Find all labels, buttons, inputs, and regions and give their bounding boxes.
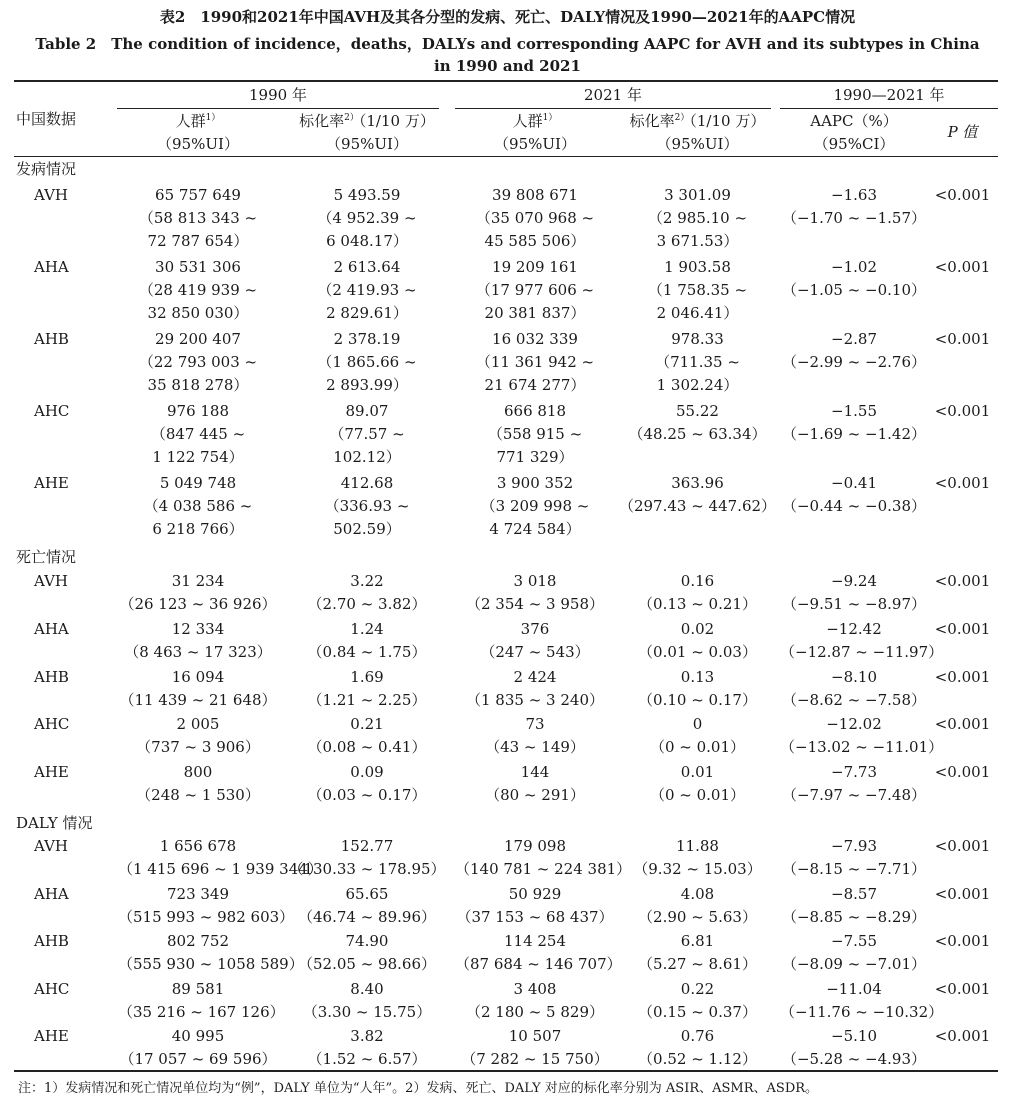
table-cell: （22 793 003 ~ [138,353,258,371]
table-cell: （1 758.35 ~ [647,281,748,299]
table-cell: 3 301.09 [664,186,731,204]
table-cell: 723 349 [166,885,230,903]
row-label: AHC [34,980,70,998]
table-cell: 31 234 [171,572,225,590]
table-cell: （−8.15 ~ −7.71） [781,860,927,878]
p-value-cell: <0.001 [934,763,991,781]
table-cell: （48.25 ~ 63.34） [628,425,767,443]
table-cell: （7 282 ~ 15 750） [461,1050,609,1068]
table-cell: 978.33 [671,330,724,348]
table-cell: 102.12） [333,448,401,466]
p-value-cell: <0.001 [934,715,991,733]
row-label: AVH [34,572,68,590]
table-cell: （2 419.93 ~ [317,281,417,299]
col-header-rate-1990: 标化率$^{2)}$（1/10 万） [299,112,435,130]
table-cell: −11.04 [826,980,882,998]
table-cell: （4 952.39 ~ [317,209,417,227]
table-cell: 2 005 [176,715,220,733]
table-cell: （247 ~ 543） [480,643,590,661]
table-cell: （−9.51 ~ −8.97） [781,595,927,613]
table-cell: 976 188 [166,402,230,420]
table-cell: 16 032 339 [492,330,578,348]
table-cell: 2 378.19 [333,330,401,348]
table-cell: 4 724 584） [489,520,581,538]
table-cell: 30 531 306 [155,258,241,276]
table-cell: 363.96 [671,474,724,492]
table-cell: 50 929 [508,885,562,903]
p-value-cell: <0.001 [934,620,991,638]
table-title-en: Table 2 The condition of incidence，deaths，DALYs and corresponding AAPC for AVH and its subtypes in China [35,35,980,53]
table-cell: 2 424 [513,668,557,686]
table-cell: （37 153 ~ 68 437） [456,908,614,926]
table-cell: （−7.97 ~ −7.48） [781,786,927,804]
col-header-rate-2021: 标化率$^{2)}$（1/10 万） [629,112,766,130]
table-cell: （28 419 939 ~ [138,281,258,299]
table-cell: 74.90 [345,932,389,950]
table-cell: （1 835 ~ 3 240） [466,691,604,709]
table-cell: 3 900 352 [496,474,574,492]
table-cell: （11 439 ~ 21 648） [119,691,277,709]
table-cell: （297.43 ~ 447.62） [618,497,777,515]
table-cell: 45 585 506） [484,232,586,250]
table-cell: 1 656 678 [159,837,237,855]
table-title-cn: 表2 1990和2021年中国AVH及其各分型的发病、死亡、DALY情况及1990—2021年的AAPC情况 [159,8,856,26]
col-header-ci: （95%CI） [813,135,895,153]
table-cell: （−0.44 ~ −0.38） [781,497,927,515]
table-cell: 8.40 [350,980,384,998]
table-cell: （1 415 696 ~ 1 939 344） [118,860,323,878]
table-cell: −7.93 [831,837,877,855]
table-cell: 802 752 [166,932,230,950]
row-label-header: 中国数据 [16,110,77,128]
table-cell: 3 408 [513,980,557,998]
table-cell: −8.57 [831,885,877,903]
table-cell: （0.10 ~ 0.17） [638,691,757,709]
table-cell: （26 123 ~ 36 926） [119,595,277,613]
table-cell: （35 070 968 ~ [475,209,595,227]
table-cell: 65.65 [345,885,389,903]
table-cell: 0.13 [680,668,715,686]
table-cell: 1.69 [350,668,384,686]
row-label: AHA [34,620,69,638]
table-cell: （847 445 ~ [150,425,246,443]
table-cell: 502.59） [333,520,401,538]
table-cell: −1.55 [831,402,877,420]
table-cell: 144 [520,763,550,781]
table-cell: 1.24 [350,620,384,638]
table-cell: （−8.85 ~ −8.29） [781,908,927,926]
table-cell: −7.73 [831,763,877,781]
table-cell: （−1.05 ~ −0.10） [781,281,927,299]
table-title-en-line2: in 1990 and 2021 [434,57,581,75]
section-title: 死亡情况 [16,548,77,566]
table-cell: （0.84 ~ 1.75） [307,643,427,661]
table-cell: 16 094 [171,668,225,686]
table-cell: （3 209 998 ~ [480,497,590,515]
p-value-cell: <0.001 [934,668,991,686]
table-cell: （558 915 ~ [487,425,583,443]
p-value-cell: <0.001 [934,186,991,204]
table-cell: −7.55 [831,932,877,950]
col-header-p: P 值 [947,123,978,141]
p-value-cell: <0.001 [934,402,991,420]
table-cell: （2 354 ~ 3 958） [466,595,604,613]
table-cell: （0.15 ~ 0.37） [638,1003,757,1021]
table-cell: （336.93 ~ [324,497,410,515]
group-header-trend: 1990—2021 年 [833,86,945,104]
table-cell: （17 977 606 ~ [475,281,595,299]
table-cell: 0.22 [680,980,715,998]
table-cell: 19 209 161 [492,258,578,276]
col-header-aapc: AAPC（%） [810,112,898,130]
table-cell: 72 787 654） [147,232,249,250]
table-cell: （737 ~ 3 906） [136,738,260,756]
table-cell: 376 [520,620,550,638]
table-cell: （46.74 ~ 89.96） [298,908,436,926]
table-cell: 39 808 671 [492,186,578,204]
header-bottom-rule [14,156,998,157]
table-cell: 0 [692,715,703,733]
table-cell: 0.02 [680,620,715,638]
row-label: AHE [34,474,69,492]
col-header-ui-1990b: （95%UI） [326,135,408,153]
table-cell: （−13.02 ~ −11.01） [780,738,944,756]
row-label: AHE [34,1027,69,1045]
p-value-cell: <0.001 [934,837,991,855]
table-cell: （0.08 ~ 0.41） [307,738,427,756]
p-value-cell: <0.001 [934,258,991,276]
table-cell: （248 ~ 1 530） [136,786,260,804]
table-cell: （0 ~ 0.01） [649,786,746,804]
table-cell: （711.35 ~ [655,353,740,371]
table-cell: 0.09 [350,763,384,781]
table-cell: （555 930 ~ 1058 589） [118,955,304,973]
table-cell: −12.42 [826,620,882,638]
table-cell: （17 057 ~ 69 596） [119,1050,277,1068]
table-cell: （−11.76 ~ −10.32） [780,1003,944,1021]
table-cell: （515 993 ~ 982 603） [118,908,295,926]
table-cell: 40 995 [171,1027,225,1045]
table-cell: （0.01 ~ 0.03） [638,643,757,661]
table-cell: （0 ~ 0.01） [649,738,746,756]
col-header-ui-2021b: （95%UI） [656,135,739,153]
table-cell: （58 813 343 ~ [138,209,258,227]
table-cell: 4.08 [680,885,715,903]
row-label: AHE [34,763,69,781]
table-cell: 10 507 [508,1027,562,1045]
table-cell: 5 049 748 [159,474,237,492]
table-cell: 3 671.53） [656,232,739,250]
table-cell: （35 216 ~ 167 126） [118,1003,285,1021]
table-cell: （3.30 ~ 15.75） [302,1003,432,1021]
table-cell: 6 048.17） [326,232,408,250]
row-label: AHA [34,885,69,903]
table-cell: −9.24 [831,572,877,590]
top-rule [14,80,998,82]
table-cell: 3.82 [350,1027,384,1045]
p-value-cell: <0.001 [934,980,991,998]
group-rule-1990 [117,108,439,109]
table-cell: （5.27 ~ 8.61） [638,955,757,973]
row-label: AHC [34,402,70,420]
p-value-cell: <0.001 [934,474,991,492]
table-cell: （140 781 ~ 224 381） [455,860,632,878]
table-cell: （−8.62 ~ −7.58） [781,691,927,709]
table-cell: 666 818 [503,402,567,420]
table-cell: （9.32 ~ 15.03） [633,860,762,878]
col-header-ui-1990a: （95%UI） [157,135,239,153]
table-cell: 152.77 [340,837,394,855]
section-title: 发病情况 [16,160,77,178]
table-cell: 2 829.61） [326,304,408,322]
table-cell: 65 757 649 [155,186,241,204]
table-cell: （130.33 ~ 178.95） [288,860,446,878]
table-cell: （−2.99 ~ −2.76） [781,353,927,371]
table-cell: 89 581 [171,980,225,998]
table-cell: −0.41 [831,474,877,492]
group-header-2021: 2021 年 [584,86,642,104]
table-cell: 2 893.99） [326,376,408,394]
table-cell: （2.70 ~ 3.82） [307,595,427,613]
table-cell: （−12.87 ~ −11.97） [780,643,944,661]
row-label: AVH [34,837,68,855]
table-cell: （0.03 ~ 0.17） [307,786,427,804]
table-cell: （8 463 ~ 17 323） [124,643,272,661]
table-cell: （2 985.10 ~ [647,209,748,227]
table-cell: 35 818 278） [147,376,249,394]
group-rule-2021 [455,108,771,109]
group-rule-trend [780,108,998,109]
table-cell: 179 098 [503,837,567,855]
table-cell: 1 122 754） [152,448,244,466]
table-cell: 3 018 [513,572,557,590]
table-cell: （−1.69 ~ −1.42） [781,425,927,443]
col-header-pop-1990: 人群$^{1)}$ [175,112,221,130]
p-value-cell: <0.001 [934,932,991,950]
table-cell: 73 [525,715,545,733]
table-cell: −12.02 [826,715,882,733]
table-cell: 2 613.64 [333,258,401,276]
table-cell: 12 334 [171,620,225,638]
table-cell: 21 674 277） [484,376,586,394]
table-cell: （52.05 ~ 98.66） [298,955,436,973]
table-cell: −8.10 [831,668,877,686]
table-cell: −2.87 [831,330,877,348]
table-cell: （87 684 ~ 146 707） [455,955,622,973]
table-cell: −5.10 [831,1027,877,1045]
row-label: AVH [34,186,68,204]
table-cell: 20 381 837） [484,304,586,322]
group-header-1990: 1990 年 [249,86,307,104]
row-label: AHB [34,668,69,686]
table-cell: 1 903.58 [664,258,731,276]
table-cell: （2 180 ~ 5 829） [466,1003,604,1021]
table-cell: 0.16 [680,572,715,590]
table-cell: 412.68 [340,474,394,492]
table-cell: （1 865.66 ~ [317,353,417,371]
section-title: DALY 情况 [16,814,93,832]
p-value-cell: <0.001 [934,885,991,903]
table-cell: （−1.70 ~ −1.57） [781,209,927,227]
table-cell: 771 329） [496,448,574,466]
table-cell: −1.02 [831,258,877,276]
row-label: AHB [34,330,69,348]
table-cell: 55.22 [676,402,719,420]
table-cell: （80 ~ 291） [485,786,585,804]
table-cell: 6.81 [680,932,715,950]
p-value-cell: <0.001 [934,572,991,590]
table-cell: （−8.09 ~ −7.01） [781,955,927,973]
table-note: 注：1）发病情况和死亡情况单位均为“例”，DALY 单位为“人年”。2）发病、死亡、DALY 对应的标化率分别为 ASIR、ASMR、ASDR。 [18,1081,819,1096]
table-cell: 32 850 030） [147,304,249,322]
row-label: AHC [34,715,70,733]
table-cell: （2.90 ~ 5.63） [638,908,757,926]
table-cell: 11.88 [676,837,719,855]
table-cell: （1.21 ~ 2.25） [307,691,427,709]
table-cell: 800 [183,763,213,781]
col-header-ui-2021a: （95%UI） [494,135,576,153]
table-cell: 114 254 [503,932,567,950]
table-cell: （−5.28 ~ −4.93） [781,1050,927,1068]
table-cell: 0.21 [350,715,384,733]
row-label: AHA [34,258,69,276]
table-cell: −1.63 [831,186,877,204]
table-cell: 1 302.24） [656,376,739,394]
table-cell: 3.22 [350,572,384,590]
table-cell: 0.76 [680,1027,715,1045]
table-cell: 6 218 766） [152,520,244,538]
table-cell: 29 200 407 [155,330,241,348]
col-header-pop-2021: 人群$^{1)}$ [512,112,558,130]
table-cell: 2 046.41） [656,304,739,322]
table-cell: 89.07 [345,402,389,420]
table-cell: （77.57 ~ [329,425,405,443]
row-label: AHB [34,932,69,950]
table-cell: （1.52 ~ 6.57） [307,1050,427,1068]
table-cell: （4 038 586 ~ [143,497,253,515]
table-cell: （0.13 ~ 0.21） [638,595,757,613]
table-cell: 0.01 [680,763,715,781]
table-cell: （11 361 942 ~ [475,353,595,371]
p-value-cell: <0.001 [934,1027,991,1045]
table-cell: 5 493.59 [333,186,401,204]
p-value-cell: <0.001 [934,330,991,348]
table-cell: （0.52 ~ 1.12） [638,1050,757,1068]
table-cell: （43 ~ 149） [485,738,585,756]
